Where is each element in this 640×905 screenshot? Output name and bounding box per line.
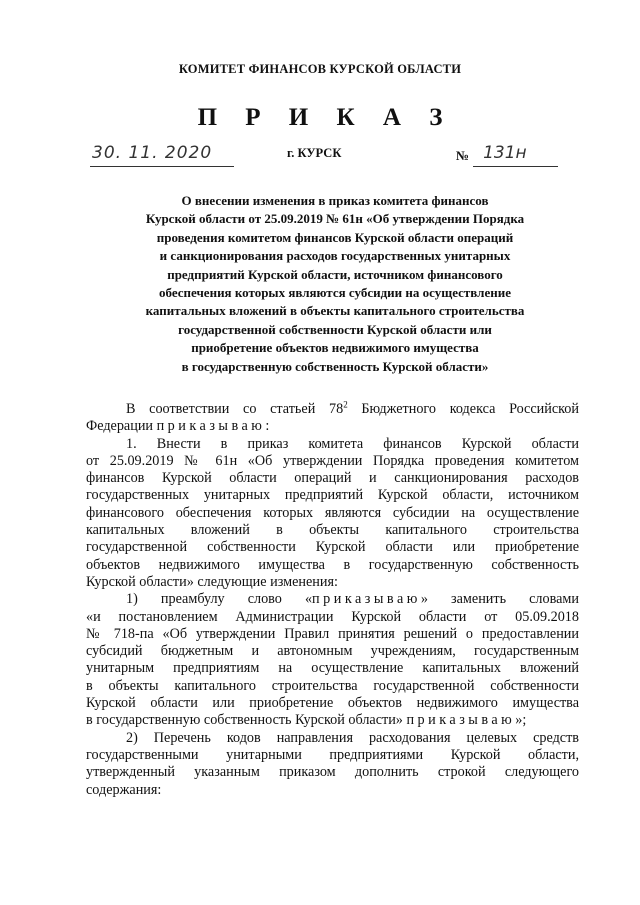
- body-text: Бюджетного кодекса Российской: [347, 401, 579, 417]
- order-meta-line: [0, 143, 640, 170]
- subject-line: и санкционирования расходов государственных унитарных: [159, 248, 511, 264]
- order-title: П Р И К А З: [197, 104, 454, 131]
- body-line: капитальных вложений в объекты капитального строительства: [86, 522, 579, 539]
- body-line: унитарным предприятиям на осуществление капитальных вложений: [86, 660, 579, 677]
- body-line: Курской области или приобретение объектов недвижимого имущества: [86, 695, 579, 712]
- spaced-word: приказываю: [406, 712, 516, 729]
- body-line: «и постановлением Администрации Курской области от 05.09.2018: [86, 608, 579, 625]
- subject-line: О внесении изменения в приказ комитета финансов: [181, 193, 489, 208]
- body-line: финансового обеспечения которых являются субсидии на осуществление: [86, 504, 579, 521]
- subject-line: приобретение объектов недвижимого имущества: [191, 340, 479, 356]
- body-line: № 718-па «Об утверждении Правил принятия решений о предоставлении: [86, 625, 579, 642]
- subject-line: в государственную собственность Курской области»: [181, 358, 489, 374]
- body-line: в объекты капитального строительства государственной собственности: [86, 677, 579, 694]
- order-subject: [90, 192, 580, 376]
- body-text: 1) преамбулу слово «: [126, 591, 313, 608]
- body-line: государственных унитарных предприятий Курской области, источником: [86, 487, 579, 504]
- order-city: г. КУРСК: [287, 146, 342, 160]
- order-body: [86, 401, 579, 799]
- body-text: :: [265, 418, 270, 435]
- body-line: [86, 591, 579, 608]
- subject-line: предприятий Курской области, источником финансового: [167, 266, 503, 282]
- body-line: государственной собственности Курской области или приобретение: [86, 539, 579, 556]
- superscript: 2: [343, 399, 348, 410]
- body-line: от 25.09.2019 № 61н «Об утверждении Порядка проведения комитетом: [86, 452, 579, 469]
- body-text: »;: [515, 712, 527, 729]
- subject-line: Курской области от 25.09.2019 № 61н «Об утверждении Порядка: [145, 211, 525, 227]
- order-date: 30. 11. 2020: [90, 140, 234, 167]
- body-text: В соответствии со статьей 78: [126, 401, 344, 417]
- body-line: субсидий бюджетным и автономным учреждениям, государственным: [86, 643, 579, 660]
- body-text: Федерации: [86, 418, 157, 435]
- spaced-word: приказываю: [312, 591, 421, 608]
- number-sign: №: [456, 148, 470, 163]
- order-number: [456, 140, 558, 166]
- body-line: содержания:: [86, 781, 162, 798]
- body-line: финансов Курской области операций и санкционирования расходов: [86, 470, 579, 487]
- body-text: в государственную собственность Курской области»: [86, 712, 407, 729]
- body-text: » заменить словами: [420, 591, 579, 608]
- body-line: [86, 712, 579, 729]
- body-line: 1. Внести в приказ комитета финансов Курской области: [126, 435, 579, 452]
- body-line: объектов недвижимого имущества в государственную собственность: [86, 556, 579, 573]
- spaced-word: приказываю: [156, 418, 266, 435]
- body-line: Курской области» следующие изменения:: [86, 573, 338, 590]
- body-line: [86, 418, 579, 435]
- subject-line: капитальных вложений в объекты капитального строительства: [145, 303, 525, 319]
- subject-line: государственной собственности Курской области или: [178, 321, 492, 337]
- subject-line: обеспечения которых являются субсидии на осуществление: [159, 285, 511, 301]
- subject-line: проведения комитетом финансов Курской области операций: [156, 229, 514, 245]
- body-line: утвержденный указанным приказом дополнить строкой следующего: [86, 764, 579, 781]
- order-number-value: 131н: [473, 140, 558, 167]
- body-line: государственными унитарными предприятиями Курской области,: [86, 746, 579, 763]
- body-line: 2) Перечень кодов направления расходования целевых средств: [126, 729, 579, 746]
- body-line: [86, 401, 579, 418]
- committee-name: КОМИТЕТ ФИНАНСОВ КУРСКОЙ ОБЛАСТИ: [178, 62, 462, 76]
